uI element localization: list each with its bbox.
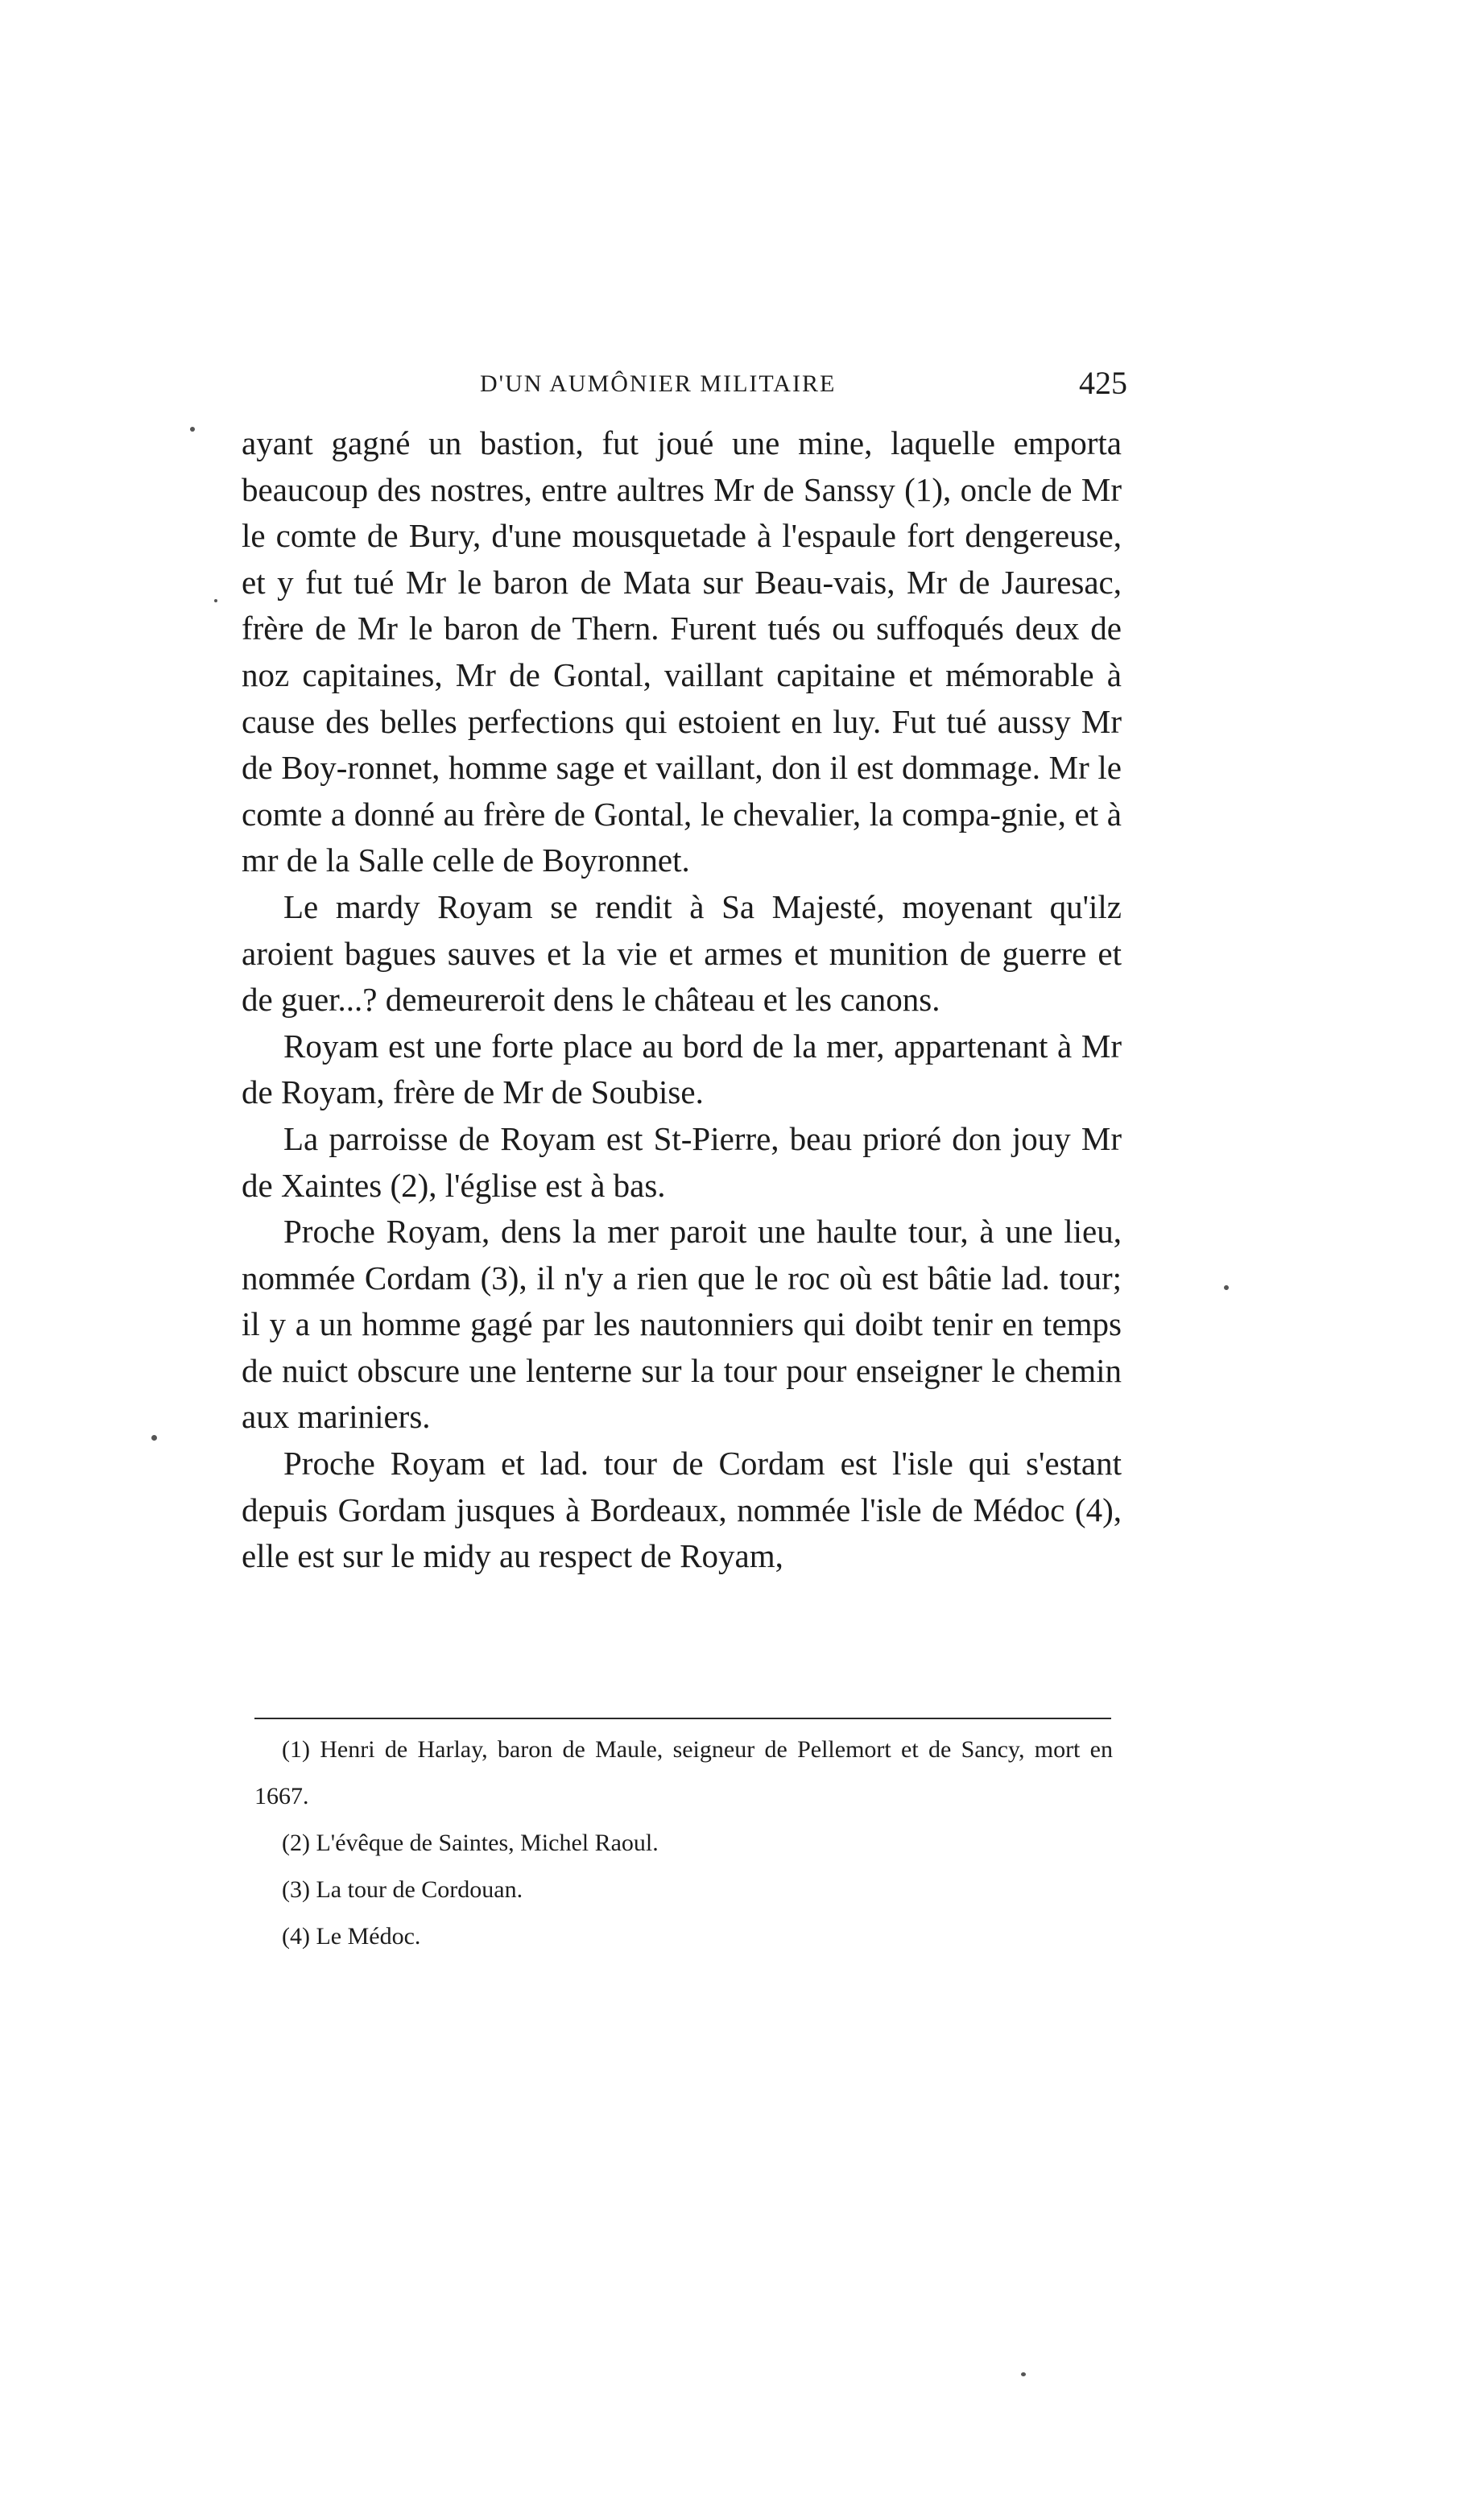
scan-speck	[151, 1435, 157, 1441]
paragraph: Royam est une forte place au bord de la mer, appartenant à Mr de Royam, frère de Mr de Soubise.	[242, 1027, 1122, 1111]
running-title: D'UN AUMÔNIER MILITAIRE	[480, 370, 837, 397]
scan-speck	[190, 427, 195, 432]
paragraph: Proche Royam, dens la mer paroit une haulte tour, à une lieu, nommée Cordam (3), il n'y a rien que le roc où est bâtie lad. tour; il y a un homme gagé par les nautonniers qui doibt tenir en temps de nuict obscure une lenterne sur la tour pour enseigner le chemin aux mariniers.	[242, 1213, 1122, 1436]
footnotes	[254, 1726, 1113, 1960]
scan-speck	[1021, 2372, 1026, 2376]
footnote: (1) Henri de Harlay, baron de Maule, seigneur de Pellemort et de Sancy, mort en 1667.	[254, 1736, 1113, 1809]
paragraph: ayant gagné un bastion, fut joué une mine, laquelle emporta beaucoup des nostres, entre aultres Mr de Sanssy (1), oncle de Mr le comte de Bury, d'une mousquetade à l'espaule fort dengereuse, et y fut tué Mr le baron de Mata sur Beau-vais, Mr de Jauresac, frère de Mr le baron de Thern. Furent tués ou suffoqués deux de noz capitaines, Mr de Gontal, vaillant capitaine et mémorable à cause des belles perfections qui estoient en luy. Fut tué aussy Mr de Boy-ronnet, homme sage et vaillant, don il est dommage. Mr le comte a donné au frère de Gontal, le chevalier, la compa-gnie, et à mr de la Salle celle de Boyronnet.	[242, 424, 1122, 879]
scan-speck	[214, 599, 217, 602]
running-head	[242, 364, 1127, 412]
body-text	[242, 420, 1122, 1580]
footnote-rule	[254, 1718, 1111, 1719]
paragraph: Le mardy Royam se rendit à Sa Majesté, moyenant qu'ilz aroient bagues sauves et la vie et armes et munition de guerre et de guer...? demeureroit dens le château et les canons.	[242, 887, 1122, 1019]
paragraph: Proche Royam et lad. tour de Cordam est l'isle qui s'estant depuis Gordam jusques à Bordeaux, nommée l'isle de Médoc (4), elle est sur le midy au respect de Royam,	[242, 1445, 1122, 1575]
paragraph: La parroisse de Royam est St-Pierre, beau prioré don jouy Mr de Xaintes (2), l'église est à bas.	[242, 1119, 1122, 1204]
footnote: (3) La tour de Cordouan.	[282, 1876, 523, 1903]
footnote: (4) Le Médoc.	[282, 1923, 421, 1950]
page-number: 425	[1079, 365, 1127, 401]
scan-speck	[1224, 1285, 1229, 1290]
footnote: (2) L'évêque de Saintes, Michel Raoul.	[282, 1830, 659, 1856]
